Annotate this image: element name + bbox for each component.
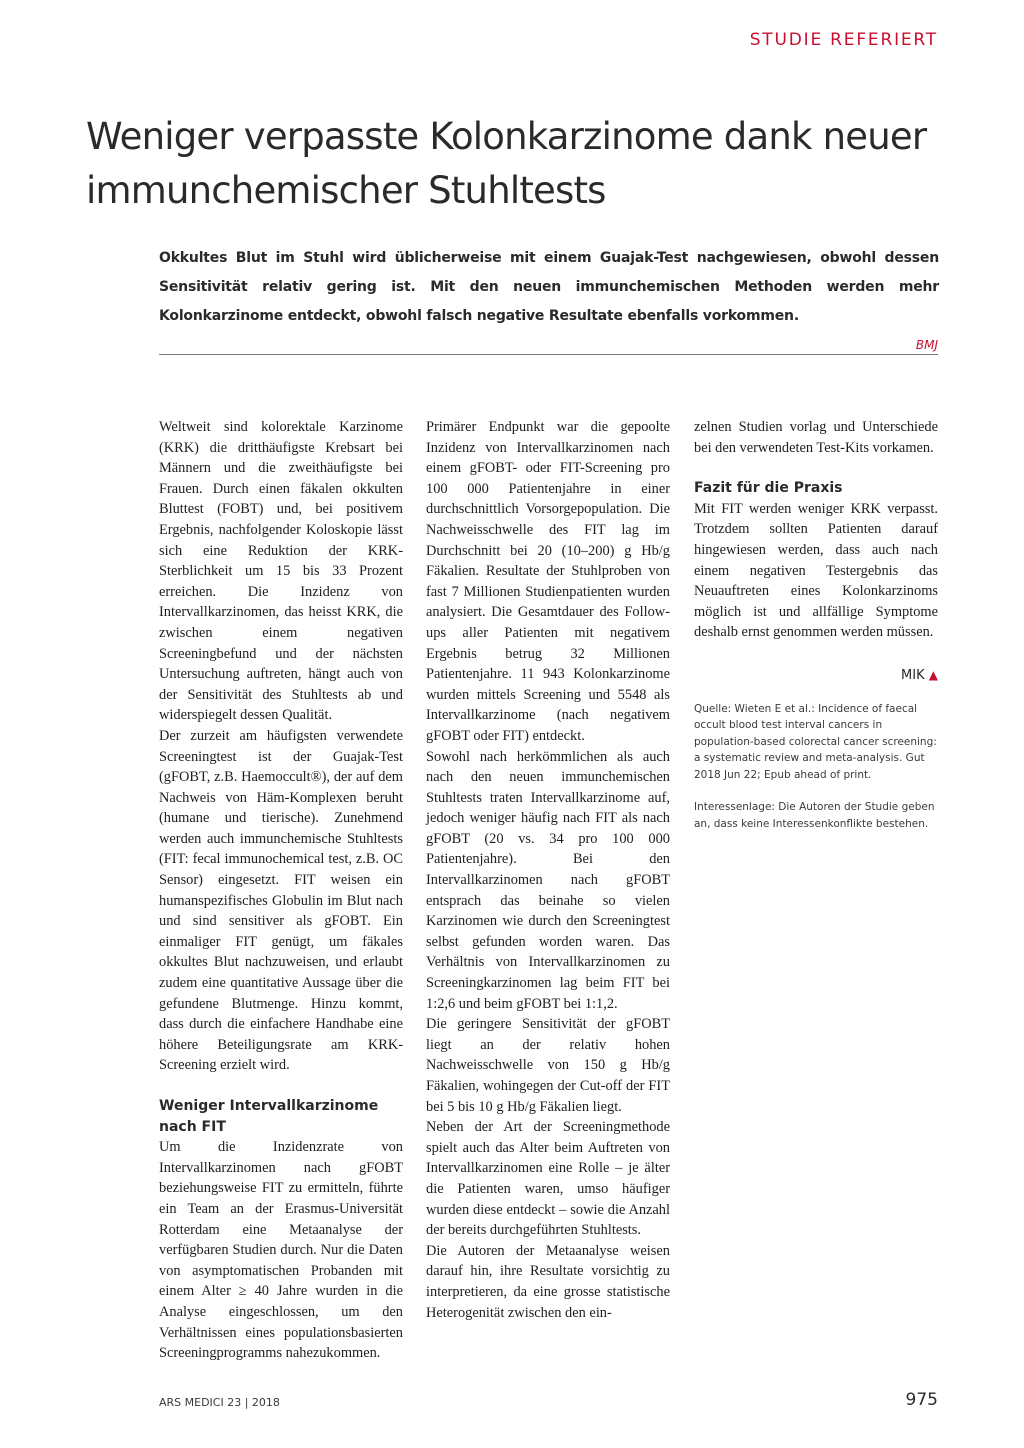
article-source: BMJ (915, 338, 938, 352)
author-signature (694, 665, 938, 687)
paragraph: Weltweit sind kolorektale Karzinome (KRK) die dritthäufigste Krebsart bei Männern und die zweithäufigste bei Frauen. Durch einen fäkalen okkulten Bluttest (FOBT) und, bei positivem Ergebnis, nachfolgender Koloskopie lässt sich eine Reduktion der KRK-Sterblichkeit um 15 bis 33 Prozent erreichen. Die Inzidenz von Intervallkarzinomen, das heisst KRK, die zwischen einem negativen Screeningbefund und der nächsten Untersuchung auftreten, hängt auch von der Sensitivität des Stuhltests ab und widerspiegelt dessen Qualität. (159, 419, 403, 724)
paragraph: Der zurzeit am häufigsten verwendete Screeningtest ist der Guajak-Test (gFOBT, z.B. Haemoccult®), der auf dem Nachweis von Häm-Komplexen beruht (humane und tierische). Zunehmend werden auch immunchemische Stuhltests (FIT: fecal immunochemical test, z.B. OC Sensor) eingesetzt. FIT weisen ein humanspezifisches Globulin im Blut nach und sind sensitiver als gFOBT. Ein einmaliger FIT genügt, um fäkales okkultes Blut nachzuweisen, und erlaubt zudem eine quantitative Aussage über die gefundene Blutmenge. Hinzu kommt, dass durch die einfachere Handhabe eine höhere Beteiligungsrate am KRK-Screening erzielt wird. (159, 727, 403, 1074)
column-1 (159, 417, 403, 1364)
subheading: Fazit für die Praxis (694, 480, 843, 497)
paragraph: Die Autoren der Metaanalyse weisen darauf hin, ihre Resultate vorsichtig zu interpretieren, da eine grosse statistische Heterogenität zwischen den ein- (426, 1242, 670, 1321)
paragraph: Um die Inzidenzrate von Intervallkarzinomen nach gFOBT beziehungsweise FIT zu ermitteln, führte ein Team an der Erasmus-Universität Rotterdam eine Metaanalyse der verfügbaren Studien durch. Nur die Daten von asymptomatischen Probanden mit einem Alter ≥ 40 Jahre wurden in die Analyse eingeschlossen, um den Verhältnissen eines populationsbasierten Screeningprogramms nahezukommen. (159, 1139, 403, 1362)
article-title: Weniger verpasste Kolonkarzinome dank neuer immunchemischer Stuhltests (86, 115, 927, 212)
paragraph: Sowohl nach herkömmlichen als auch nach den neuen immunchemischen Stuhltests traten Intervallkarzinome auf, jedoch weniger häufig nach FIT als nach gFOBT (20 vs. 34 pro 100 000 Patientenjahre). Bei den Intervallkarzinomen nach gFOBT entsprach das beinahe so vielen Karzinomen wie durch den Screeningtest selbst gefunden worden waren. Das Verhältnis von Intervallkarzinomen zu Screeningkarzinomen lag beim FIT bei 1:2,6 und beim gFOBT bei 1:1,2. (426, 748, 670, 1012)
paragraph: zelnen Studien vorlag und Unterschiede bei den verwendeten Test-Kits vorkamen. (694, 419, 938, 456)
subheading: Weniger Intervallkarzinome nach FIT (159, 1098, 379, 1135)
conflict-note: Interessenlage: Die Autoren der Studie geben an, dass keine Interessenkonflikte bestehen. (694, 801, 935, 830)
triangle-icon: ▲ (928, 667, 938, 682)
paragraph: Primärer Endpunkt war die gepoolte Inzidenz von Intervallkarzinomen nach einem gFOBT- oder FIT-Screening pro 100 000 Patientenjahre in einer durchschnittlich Vorsorgepopulation. Die Nachweisschwelle des FIT lag im Durchschnitt bei 20 (10–200) g Hb/g Fäkalien. Resultate der Stuhlproben von fast 7 Millionen Studienpatienten wurden analysiert. Die Gesamtdauer des Follow-ups aller Patienten mit negativem Ergebnis betrug 32 Millionen Patientenjahre. 11 943 Kolonkarzinome wurden mittels Screening und 5548 als Intervallkarzinome (nach negativem gFOBT oder FIT) entdeckt. (426, 419, 670, 744)
author-initials: MIK (901, 667, 925, 683)
page-number: 975 (905, 1390, 938, 1410)
reference-note: Quelle: Wieten E et al.: Incidence of faecal occult blood test interval cancers in population-based colorectal cancer screening: a systematic review and meta-analysis. Gut 2018 Jun 22; Epub ahead of print. (694, 702, 937, 781)
article-lead: Okkultes Blut im Stuhl wird üblicherweise mit einem Guajak-Test nachgewiesen, obwohl dessen Sensitivität relativ gering ist. Mit den neuen immunchemischen Methoden werden mehr Kolonkarzinome entdeckt, obwohl falsch negative Resultate ebenfalls vorkommen. (159, 250, 939, 324)
paragraph: Die geringere Sensitivität der gFOBT liegt an der relativ hohen Nachweisschwelle von 150 g Hb/g Fäkalien, wohingegen der Cut-off der FIT bei 5 bis 10 g Hb/g Fäkalien liegt. (426, 1016, 670, 1115)
footer-journal: ARS MEDICI 23 | 2018 (159, 1396, 280, 1409)
section-label: STUDIE REFERIERT (749, 30, 938, 50)
paragraph: Mit FIT werden weniger KRK verpasst. Trotzdem sollten Patienten darauf hingewiesen werden, dass auch nach einem negativen Testergebnis das Neuauftreten eines Kolonkarzinoms möglich ist und allfällige Symptome deshalb ernst genommen werden müssen. (694, 500, 938, 641)
divider (159, 354, 938, 355)
column-2 (426, 417, 670, 1323)
column-3 (694, 417, 938, 832)
paragraph: Neben der Art der Screeningmethode spielt auch das Alter beim Auftreten von Intervallkarzinomen eine Rolle – je älter die Patienten waren, umso häufiger wurden diese entdeckt – sowie die Anzahl der bereits durchgeführten Stuhltests. (426, 1119, 670, 1239)
